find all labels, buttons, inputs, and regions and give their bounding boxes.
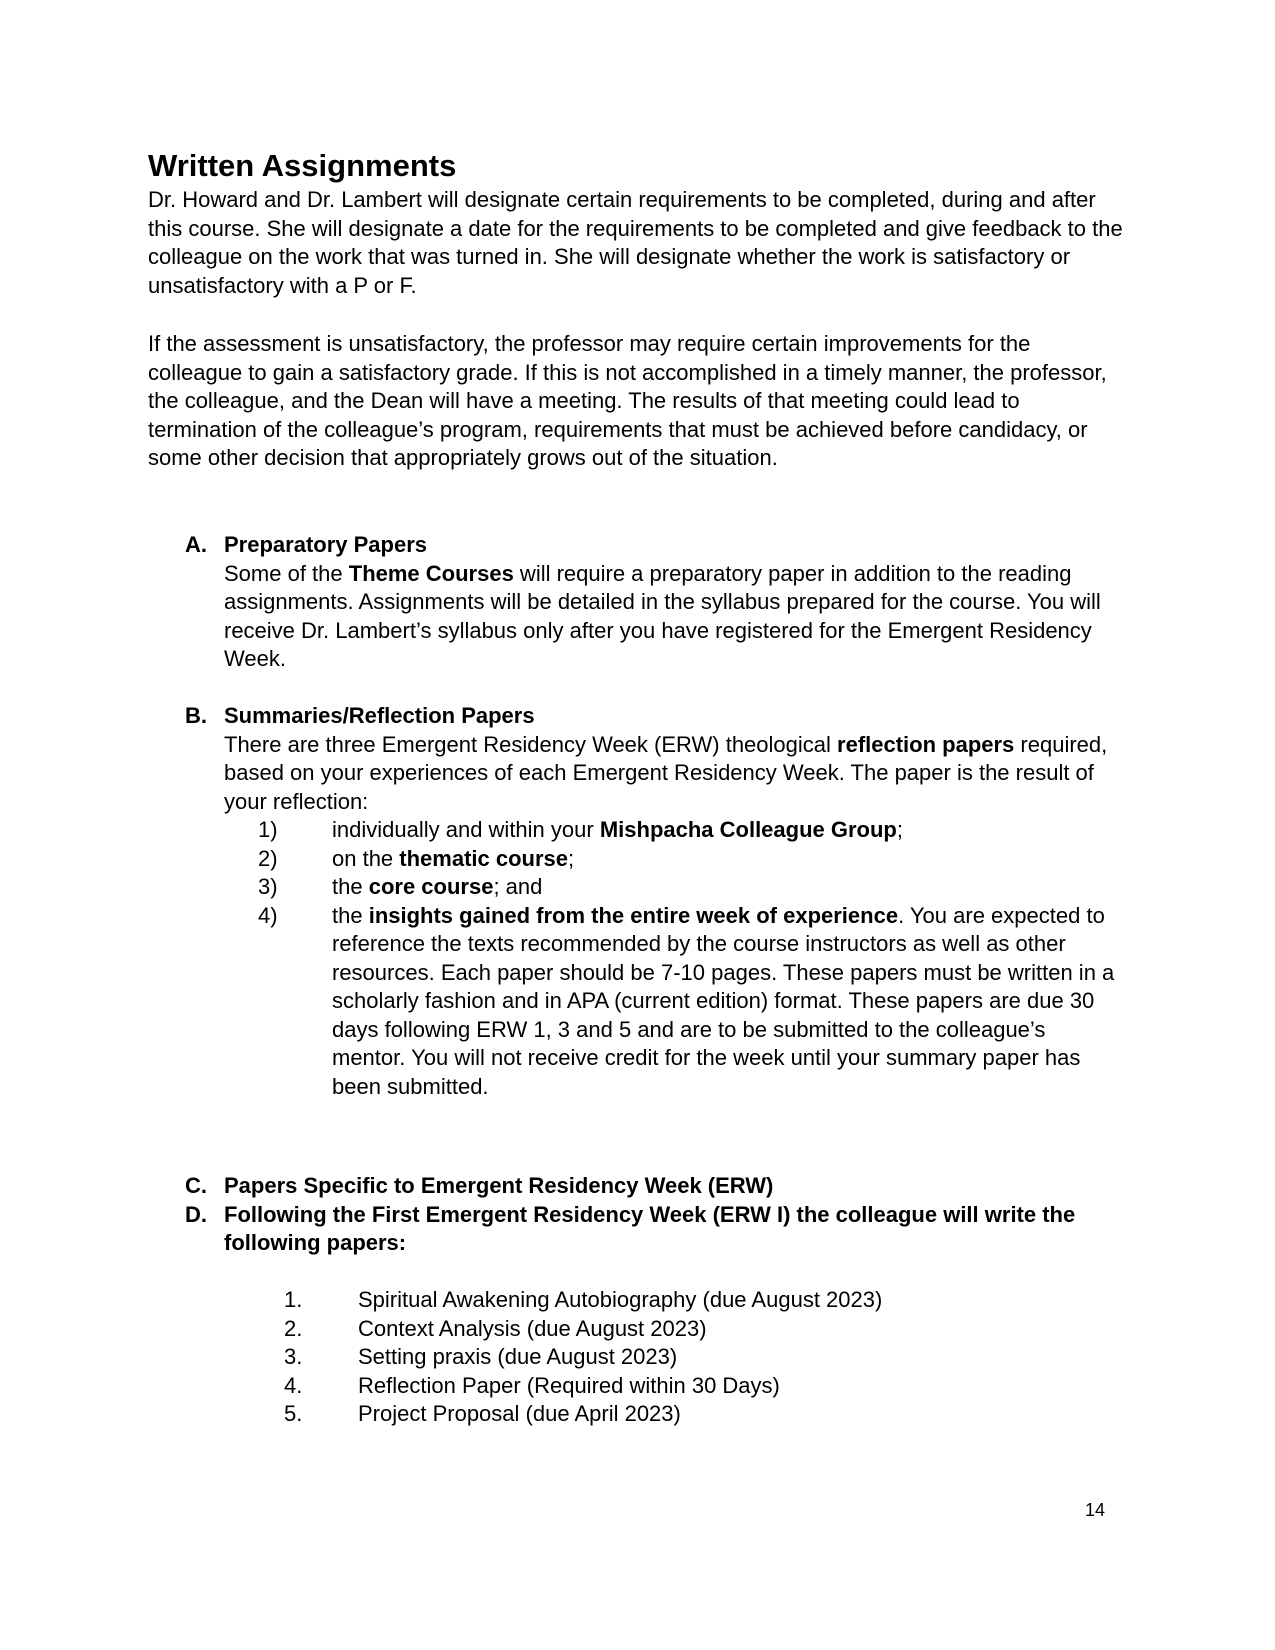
section-title: Following the First Emergent Residency Week (ERW I) the colleague will write the following papers: [224,1201,1076,1255]
section-letter: C. [185,1173,207,1198]
page-number: 14 [1085,1500,1106,1520]
section-title: Summaries/Reflection Papers [224,703,535,728]
section-letter: B. [185,703,207,728]
page-title: Written Assignments [148,148,457,183]
assessment-paragraph: If the assessment is unsatisfactory, the professor may require certain improvements for the colleague to gain a satisfactory grade. If this is not accomplished in a timely manner, the professor, the colleague, and the Dean will have a meeting. The results of that meeting could lead to termination of the colleague’s program, requirements that must be achieved before candidacy, or some other decision that appropriately grows out of the situation. [148,331,1107,470]
section-letter: D. [185,1201,207,1227]
section-body: There are three Emergent Residency Week (ERW) theological reflection papers required, based on your experiences of each Emergent Residency Week. The paper is the result of your reflection: [224,731,1108,814]
section-title: Preparatory Papers [224,532,427,557]
intro-paragraph: Dr. Howard and Dr. Lambert will designate certain requirements to be completed, during and after this course. She will designate a date for the requirements to be completed and give feedback to the colleague on the work that was turned in. She will designate whether the work is satisfactory or unsatisfactory with a P or F. [148,187,1123,298]
section-letter: A. [185,532,207,557]
document-page: Written Assignments Dr. Howard and Dr. Lambert will designate certain requirements to be completed, during and after this course. She will designate a date for the requirements to be completed and give feedback to the colleague on the work that was turned in. She will designate whether the work is satisfactory or unsatisfactory with a P or F. If the assessment is unsatisfactory, the professor may require certain improvements for the colleague to gain a satisfactory grade. If this is not accomplished in a timely manner, the professor, the colleague, and the Dean will have a meeting. The results of that meeting could lead to termination of the colleague’s program, requirements that must be achieved before candidacy, or some other decision that appropriately grows out of the situation. A. Preparatory Papers Some of the Theme Courses will require a preparatory paper in addition to the reading assignments. Assignments will be detailed in the syllabus prepared for the course. You will receive Dr. Lambert’s syllabus only after you have registered for the Emergent Residency Week. B. Summaries/Reflection Papers There are three Emergent Residency Week (ERW) theological reflection papers required, based on your experiences of each Emergent Residency Week. The paper is the result of your reflection: 1) individually and within your Mishpacha Colleague Group; 2) on the thematic course; 3) the core course; and 4) the insights gained from the entire week of experience. You are expected to reference the texts recommended by the course instructors as well as other resources. Each paper should be 7-10 pages. These papers must be written in a scholarly fashion and in APA (current edition) format. These papers are due 30 days following ERW 1, 3 and 5 and are to be submitted to the colleague’s mentor. You will not receive credit for the week until your summary paper has been submitted. C. Papers Specific to Emergent Residency Week (ERW) D. Following the First Emergent Residency Week (ERW I) the colleague will write the following papers: 1. Spiritual Awakening Autobiography (due August 2023) 2. Context Analysis (due August 2023) 3. Setting praxis (due August 2023) 4. Reflection Paper (Required within 30 Days) 5. Project Proposal (due April 2023) 14 [0,0,1275,1650]
section-title: Papers Specific to Emergent Residency Week (ERW) [224,1173,774,1198]
section-body: Some of the Theme Courses will require a preparatory paper in addition to the reading assignments. Assignments will be detailed in the syllabus prepared for the course. You will receive Dr. Lambert’s syllabus only after you have registered for the Emergent Residency Week. [224,560,1101,671]
